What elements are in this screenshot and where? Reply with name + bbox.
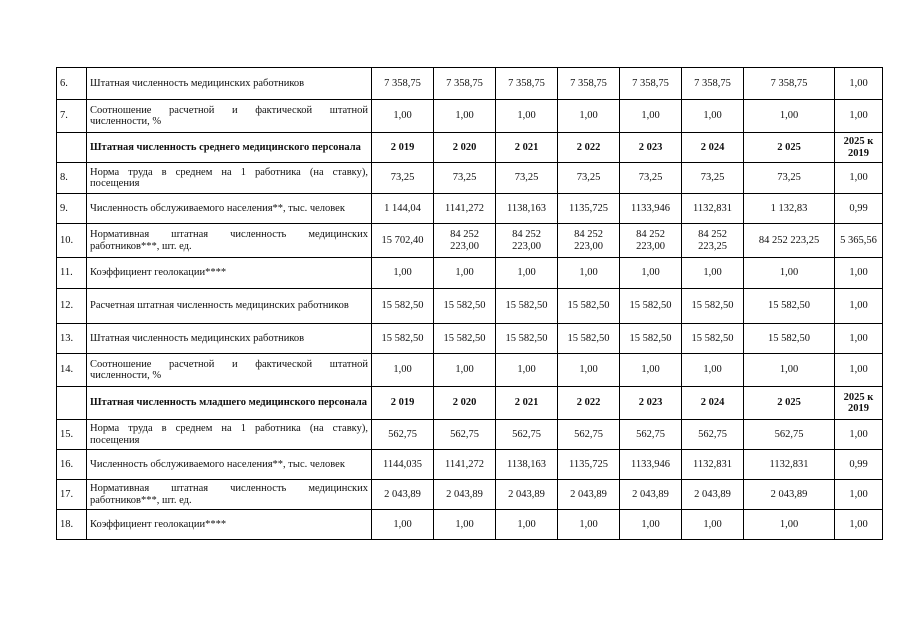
- section-header-row: [57, 133, 883, 163]
- year-value-cell: 15 702,40: [372, 224, 434, 258]
- staffing-table: [56, 67, 883, 540]
- table-row: [57, 324, 883, 354]
- year-value-cell: 1,00: [744, 258, 835, 289]
- year-value-cell: 2 043,89: [744, 480, 835, 510]
- table-row: [57, 224, 883, 258]
- year-value-cell: 1141,272: [434, 450, 496, 480]
- year-value-cell: 15 582,50: [496, 289, 558, 324]
- row-label: Соотношение расчетной и фактической штатной численности, %: [87, 100, 372, 133]
- year-value-cell: 1133,946: [620, 450, 682, 480]
- year-value-cell: 562,75: [372, 420, 434, 450]
- table-body: [57, 68, 883, 540]
- year-value-cell: 2 022: [558, 133, 620, 163]
- ratio-cell: 0,99: [835, 194, 883, 224]
- year-value-cell: 2 043,89: [558, 480, 620, 510]
- year-value-cell: 1,00: [682, 354, 744, 387]
- row-label: Соотношение расчетной и фактической штатной численности, %: [87, 354, 372, 387]
- year-value-cell: 15 582,50: [558, 289, 620, 324]
- row-number: 14.: [57, 354, 87, 387]
- row-label: Коэффициент геолокации****: [87, 258, 372, 289]
- year-value-cell: 1132,831: [682, 450, 744, 480]
- year-value-cell: 15 582,50: [372, 289, 434, 324]
- year-value-cell: 2 043,89: [496, 480, 558, 510]
- row-label: Численность обслуживаемого населения**, тыс. человек: [87, 194, 372, 224]
- year-value-cell: 2 043,89: [434, 480, 496, 510]
- ratio-cell: 1,00: [835, 258, 883, 289]
- year-value-cell: 1,00: [372, 354, 434, 387]
- year-value-cell: 1,00: [558, 354, 620, 387]
- row-number: [57, 133, 87, 163]
- year-value-cell: 15 582,50: [434, 289, 496, 324]
- year-value-cell: 1 144,04: [372, 194, 434, 224]
- ratio-cell: 1,00: [835, 289, 883, 324]
- year-value-cell: 1,00: [496, 258, 558, 289]
- year-value-cell: 7 358,75: [558, 68, 620, 100]
- year-value-cell: 1,00: [496, 100, 558, 133]
- year-value-cell: 1,00: [434, 510, 496, 540]
- year-value-cell: 1144,035: [372, 450, 434, 480]
- ratio-cell: 2025 к 2019: [835, 387, 883, 420]
- row-label: Штатная численность среднего медицинского персонала: [87, 133, 372, 163]
- row-number: 8.: [57, 163, 87, 194]
- table-row: [57, 163, 883, 194]
- row-label: Штатная численность младшего медицинского персонала: [87, 387, 372, 420]
- row-number: 13.: [57, 324, 87, 354]
- table-row: [57, 68, 883, 100]
- year-value-cell: 562,75: [558, 420, 620, 450]
- year-value-cell: 73,25: [558, 163, 620, 194]
- year-value-cell: 1,00: [372, 258, 434, 289]
- year-value-cell: 15 582,50: [682, 289, 744, 324]
- row-label: Штатная численность медицинских работников: [87, 324, 372, 354]
- year-value-cell: 84 252 223,00: [558, 224, 620, 258]
- year-value-cell: 2 023: [620, 133, 682, 163]
- year-value-cell: 84 252 223,00: [620, 224, 682, 258]
- year-value-cell: 15 582,50: [620, 324, 682, 354]
- year-value-cell: 1,00: [682, 510, 744, 540]
- year-value-cell: 2 019: [372, 387, 434, 420]
- year-value-cell: 1,00: [620, 100, 682, 133]
- row-number: [57, 387, 87, 420]
- year-value-cell: 2 021: [496, 387, 558, 420]
- year-value-cell: 1132,831: [682, 194, 744, 224]
- year-value-cell: 2 024: [682, 387, 744, 420]
- row-number: 11.: [57, 258, 87, 289]
- year-value-cell: 1,00: [372, 510, 434, 540]
- year-value-cell: 2 022: [558, 387, 620, 420]
- year-value-cell: 1,00: [434, 100, 496, 133]
- year-value-cell: 15 582,50: [372, 324, 434, 354]
- year-value-cell: 1,00: [558, 258, 620, 289]
- year-value-cell: 1135,725: [558, 194, 620, 224]
- year-value-cell: 2 023: [620, 387, 682, 420]
- row-number: 9.: [57, 194, 87, 224]
- table-row: [57, 354, 883, 387]
- year-value-cell: 7 358,75: [496, 68, 558, 100]
- year-value-cell: 2 043,89: [620, 480, 682, 510]
- year-value-cell: 15 582,50: [744, 324, 835, 354]
- year-value-cell: 15 582,50: [434, 324, 496, 354]
- year-value-cell: 1,00: [558, 510, 620, 540]
- ratio-cell: 0,99: [835, 450, 883, 480]
- row-number: 7.: [57, 100, 87, 133]
- year-value-cell: 73,25: [496, 163, 558, 194]
- ratio-cell: 1,00: [835, 163, 883, 194]
- ratio-cell: 1,00: [835, 420, 883, 450]
- year-value-cell: 2 020: [434, 387, 496, 420]
- year-value-cell: 73,25: [744, 163, 835, 194]
- row-label: Норма труда в среднем на 1 работника (на ставку), посещения: [87, 420, 372, 450]
- ratio-cell: 1,00: [835, 510, 883, 540]
- ratio-cell: 1,00: [835, 100, 883, 133]
- table-row: [57, 258, 883, 289]
- year-value-cell: 84 252 223,00: [434, 224, 496, 258]
- year-value-cell: 1133,946: [620, 194, 682, 224]
- year-value-cell: 73,25: [682, 163, 744, 194]
- year-value-cell: 84 252 223,25: [682, 224, 744, 258]
- table-row: [57, 194, 883, 224]
- year-value-cell: 562,75: [744, 420, 835, 450]
- year-value-cell: 1,00: [558, 100, 620, 133]
- year-value-cell: 1,00: [744, 510, 835, 540]
- year-value-cell: 15 582,50: [620, 289, 682, 324]
- row-number: 18.: [57, 510, 87, 540]
- year-value-cell: 2 025: [744, 133, 835, 163]
- year-value-cell: 73,25: [434, 163, 496, 194]
- ratio-cell: 1,00: [835, 354, 883, 387]
- table-row: [57, 100, 883, 133]
- year-value-cell: 562,75: [434, 420, 496, 450]
- year-value-cell: 7 358,75: [372, 68, 434, 100]
- year-value-cell: 1,00: [620, 354, 682, 387]
- year-value-cell: 562,75: [682, 420, 744, 450]
- year-value-cell: 15 582,50: [744, 289, 835, 324]
- year-value-cell: 73,25: [372, 163, 434, 194]
- year-value-cell: 15 582,50: [682, 324, 744, 354]
- row-label: Нормативная штатная численность медицинских работников***, шт. ед.: [87, 480, 372, 510]
- row-number: 12.: [57, 289, 87, 324]
- year-value-cell: 1 132,83: [744, 194, 835, 224]
- year-value-cell: 7 358,75: [682, 68, 744, 100]
- ratio-cell: 5 365,56: [835, 224, 883, 258]
- row-number: 10.: [57, 224, 87, 258]
- row-number: 17.: [57, 480, 87, 510]
- section-header-row: [57, 387, 883, 420]
- year-value-cell: 1,00: [620, 258, 682, 289]
- year-value-cell: 1,00: [434, 354, 496, 387]
- row-number: 15.: [57, 420, 87, 450]
- year-value-cell: 1,00: [496, 354, 558, 387]
- row-label: Численность обслуживаемого населения**, тыс. человек: [87, 450, 372, 480]
- year-value-cell: 7 358,75: [434, 68, 496, 100]
- year-value-cell: 1132,831: [744, 450, 835, 480]
- row-label: Коэффициент геолокации****: [87, 510, 372, 540]
- year-value-cell: 1,00: [682, 100, 744, 133]
- year-value-cell: 2 043,89: [682, 480, 744, 510]
- year-value-cell: 7 358,75: [620, 68, 682, 100]
- year-value-cell: 2 043,89: [372, 480, 434, 510]
- year-value-cell: 2 025: [744, 387, 835, 420]
- row-label: Штатная численность медицинских работников: [87, 68, 372, 100]
- table-row: [57, 510, 883, 540]
- year-value-cell: 1,00: [744, 354, 835, 387]
- row-number: 6.: [57, 68, 87, 100]
- year-value-cell: 7 358,75: [744, 68, 835, 100]
- year-value-cell: 1138,163: [496, 194, 558, 224]
- row-label: Нормативная штатная численность медицинских работников***, шт. ед.: [87, 224, 372, 258]
- ratio-cell: 2025 к 2019: [835, 133, 883, 163]
- year-value-cell: 1,00: [372, 100, 434, 133]
- table-row: [57, 420, 883, 450]
- year-value-cell: 1,00: [620, 510, 682, 540]
- year-value-cell: 1135,725: [558, 450, 620, 480]
- year-value-cell: 1138,163: [496, 450, 558, 480]
- year-value-cell: 84 252 223,25: [744, 224, 835, 258]
- year-value-cell: 562,75: [496, 420, 558, 450]
- table-row: [57, 480, 883, 510]
- table-row: [57, 289, 883, 324]
- table-row: [57, 450, 883, 480]
- ratio-cell: 1,00: [835, 480, 883, 510]
- row-label: Норма труда в среднем на 1 работника (на ставку), посещения: [87, 163, 372, 194]
- year-value-cell: 15 582,50: [496, 324, 558, 354]
- year-value-cell: 1,00: [434, 258, 496, 289]
- year-value-cell: 1141,272: [434, 194, 496, 224]
- year-value-cell: 1,00: [744, 100, 835, 133]
- year-value-cell: 15 582,50: [558, 324, 620, 354]
- ratio-cell: 1,00: [835, 68, 883, 100]
- year-value-cell: 84 252 223,00: [496, 224, 558, 258]
- year-value-cell: 2 024: [682, 133, 744, 163]
- year-value-cell: 1,00: [496, 510, 558, 540]
- year-value-cell: 562,75: [620, 420, 682, 450]
- row-number: 16.: [57, 450, 87, 480]
- year-value-cell: 2 019: [372, 133, 434, 163]
- ratio-cell: 1,00: [835, 324, 883, 354]
- year-value-cell: 1,00: [682, 258, 744, 289]
- row-label: Расчетная штатная численность медицинских работников: [87, 289, 372, 324]
- year-value-cell: 2 021: [496, 133, 558, 163]
- year-value-cell: 2 020: [434, 133, 496, 163]
- year-value-cell: 73,25: [620, 163, 682, 194]
